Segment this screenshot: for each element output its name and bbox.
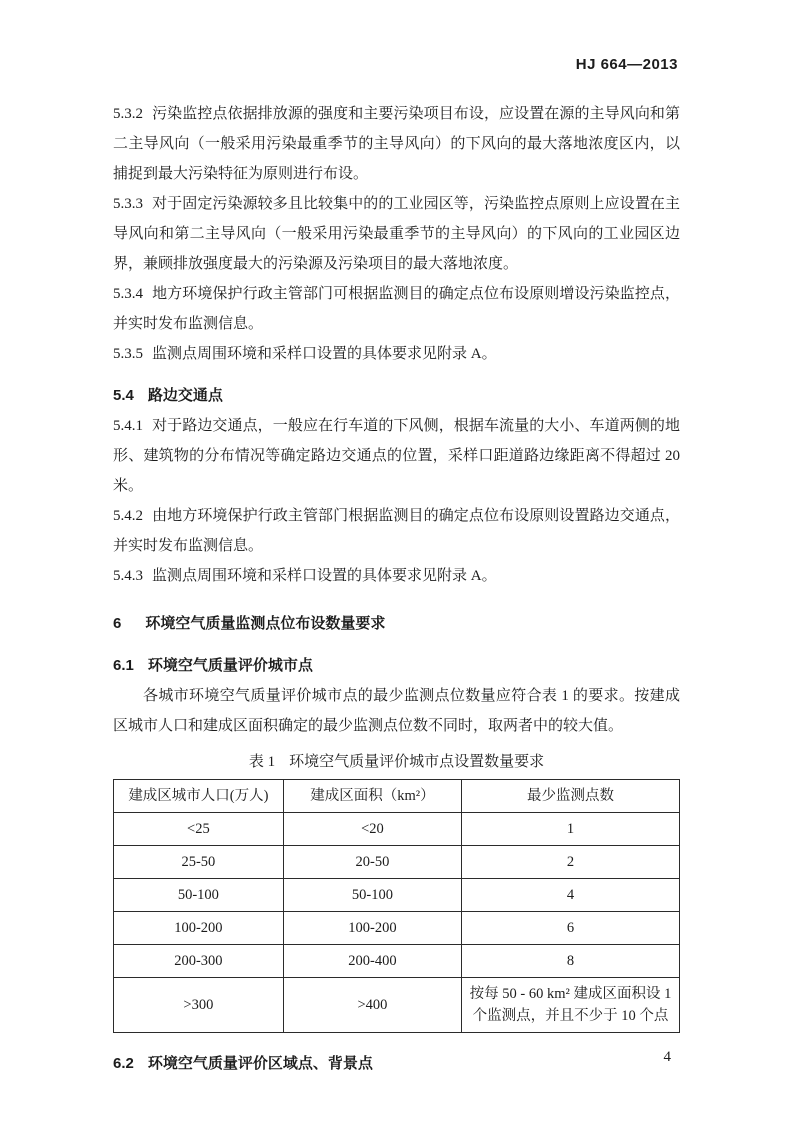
clause-number: 5.3.4 — [113, 286, 143, 302]
table-cell: 100-200 — [283, 912, 461, 945]
heading-6-2 — [113, 1049, 680, 1079]
table-cell: <20 — [283, 813, 461, 846]
table-cell: 4 — [462, 879, 680, 912]
clause-number: 5.3.3 — [113, 196, 143, 212]
heading-number: 6 — [113, 615, 122, 632]
heading-title: 环境空气质量评价区域点、背景点 — [147, 1055, 373, 1072]
clause-number: 5.3.2 — [113, 106, 143, 122]
clause-5-3-2 — [113, 99, 680, 189]
table-cell: 200-300 — [114, 945, 284, 978]
clause-text: 监测点周围环境和采样口设置的具体要求见附录 A。 — [152, 568, 497, 584]
clause-number: 5.4.1 — [113, 418, 143, 434]
table-row — [114, 813, 680, 846]
table-cell: >400 — [283, 978, 461, 1033]
table-header-area: 建成区面积（km²） — [283, 780, 461, 813]
clause-text: 由地方环境保护行政主管部门根据监测目的确定点位布设原则设置路边交通点，并实时发布监测信息。 — [113, 508, 680, 554]
clause-text: 地方环境保护行政主管部门可根据监测目的确定点位布设原则增设污染监控点，并实时发布监测信息。 — [113, 286, 680, 332]
heading-number: 6.1 — [113, 657, 134, 674]
table-cell: 2 — [462, 846, 680, 879]
table-1 — [113, 779, 680, 1033]
clause-number: 5.4.3 — [113, 568, 143, 584]
heading-5-4 — [113, 381, 680, 411]
table-row — [114, 879, 680, 912]
table-cell: 1 — [462, 813, 680, 846]
table-cell: 25-50 — [114, 846, 284, 879]
table-cell: 200-400 — [283, 945, 461, 978]
clause-text: 监测点周围环境和采样口设置的具体要求见附录 A。 — [152, 346, 497, 362]
table-row — [114, 846, 680, 879]
clause-5-4-2 — [113, 501, 680, 561]
clause-text: 污染监控点依据排放源的强度和主要污染项目布设，应设置在源的主导风向和第二主导风向（一般采用污染最重季节的主导风向）的下风向的最大落地浓度区内，以捕捉到最大污染特征为原则进行布设。 — [113, 106, 680, 182]
table-header-min-points: 最少监测点数 — [462, 780, 680, 813]
table-cell-note: 按每 50 - 60 km² 建成区面积设 1 个监测点，并且不少于 10 个点 — [462, 978, 680, 1033]
table-caption-title: 环境空气质量评价城市点设置数量要求 — [289, 754, 545, 770]
clause-number: 5.4.2 — [113, 508, 143, 524]
heading-title: 环境空气质量评价城市点 — [147, 657, 313, 674]
clause-text: 对于固定污染源较多且比较集中的的工业园区等，污染监控点原则上应设置在主导风向和第二主导风向（一般采用污染最重季节的主导风向）的下风向的工业园区边界，兼顾排放强度最大的污染源及污染项目的最大落地浓度。 — [113, 196, 680, 272]
clause-5-3-5 — [113, 339, 680, 369]
table-cell: 20-50 — [283, 846, 461, 879]
heading-title: 路边交通点 — [147, 387, 223, 404]
table-row — [114, 912, 680, 945]
table-cell: 8 — [462, 945, 680, 978]
heading-number: 5.4 — [113, 387, 134, 404]
doc-code: HJ 664—2013 — [575, 56, 678, 73]
table-header-population: 建成区城市人口(万人) — [114, 780, 284, 813]
table-caption-label: 表 1 — [248, 754, 276, 770]
heading-6-1 — [113, 651, 680, 681]
table-row — [114, 978, 680, 1033]
clause-number: 5.3.5 — [113, 346, 143, 362]
clause-5-3-4 — [113, 279, 680, 339]
heading-title: 环境空气质量监测点位布设数量要求 — [145, 615, 386, 632]
table-cell: <25 — [114, 813, 284, 846]
clause-5-4-3 — [113, 561, 680, 591]
table-cell: 50-100 — [283, 879, 461, 912]
table-cell: 50-100 — [114, 879, 284, 912]
table-header-row — [114, 780, 680, 813]
heading-number: 6.2 — [113, 1055, 134, 1072]
table-cell: 100-200 — [114, 912, 284, 945]
table-cell: >300 — [114, 978, 284, 1033]
clause-5-4-1 — [113, 411, 680, 501]
paragraph-6-1-intro: 各城市环境空气质量评价城市点的最少监测点位数量应符合表 1 的要求。按建成区城市人口和建成区面积确定的最少监测点位数不同时，取两者中的较大值。 — [113, 688, 680, 734]
clause-text: 对于路边交通点，一般应在行车道的下风侧，根据车流量的大小、车道两侧的地形、建筑物的分布情况等确定路边交通点的位置，采样口距道路边缘距离不得超过 20 米。 — [113, 418, 680, 494]
table-1-caption — [113, 749, 680, 775]
table-cell: 6 — [462, 912, 680, 945]
clause-5-3-3 — [113, 189, 680, 279]
heading-6 — [113, 609, 680, 639]
page-number: 4 — [663, 1049, 671, 1065]
table-row — [114, 945, 680, 978]
